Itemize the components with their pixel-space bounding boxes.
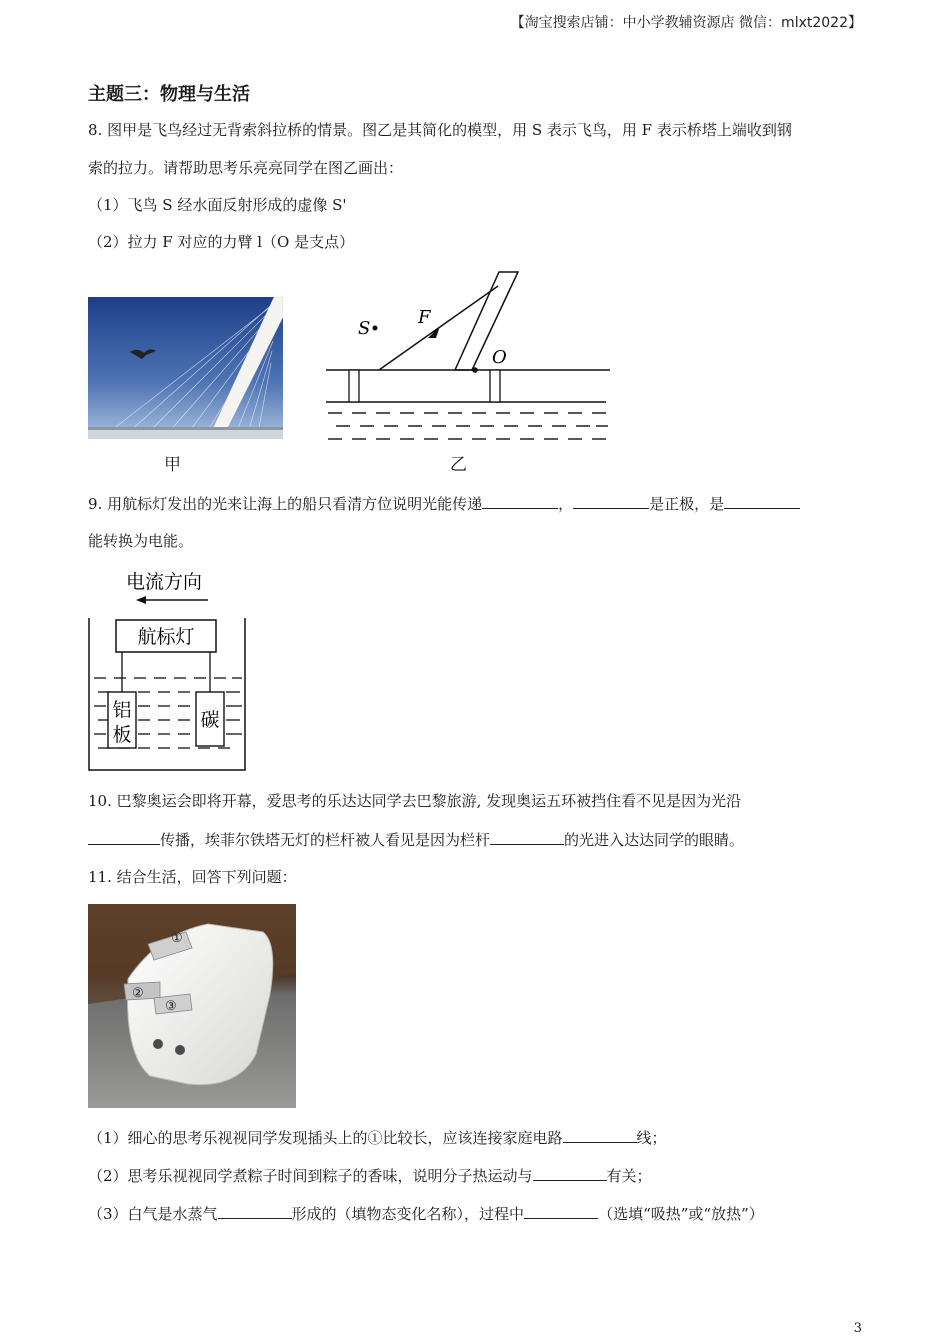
q9-blank-1[interactable] — [482, 492, 558, 509]
q11-blank-2[interactable] — [533, 1164, 607, 1181]
q8-line1: 8. 图甲是飞鸟经过无背索斜拉桥的情景。图乙是其简化的模型，用 S 表示飞鸟，用 F 表示桥塔上端收到钢 — [88, 121, 792, 139]
label-O: O — [492, 347, 507, 368]
q9-line1 — [88, 492, 800, 515]
point-S — [373, 326, 378, 331]
q8-item2: （2）拉力 F 对应的力臂 l（O 是支点） — [88, 233, 355, 251]
water-surface — [328, 413, 608, 439]
bridge-model-diagram — [322, 266, 614, 446]
q9-blank-2[interactable] — [573, 492, 649, 509]
q10-line1: 10. 巴黎奥运会即将开幕，爱思考的乐达达同学去巴黎旅游, 发现奥运五环被挡住看不见是因为光沿 — [88, 792, 742, 810]
q10-blank-2[interactable] — [490, 828, 564, 845]
svg-text:铝: 铝 — [112, 699, 132, 721]
q8-line2: 索的拉力。请帮助思考乐亮亮同学在图乙画出： — [88, 159, 404, 177]
caption-yi: 乙 — [450, 455, 467, 475]
q11-item3: （3）白气是水蒸气 形成的（填物态变化名称），过程中 （选填“吸热”或“放热”） — [88, 1202, 764, 1225]
q11-blank-1[interactable] — [563, 1126, 637, 1143]
q11-item1: （1）细心的思考乐视视同学发现插头上的①比较长，应该连接家庭电路 线； — [88, 1126, 667, 1149]
q9-text-c: 是正极，是 — [649, 495, 725, 513]
pin-label-3: ③ — [165, 999, 177, 1014]
svg-text:碳: 碳 — [200, 709, 220, 731]
bridge-photo — [88, 297, 283, 439]
q8-item1: （1）飞鸟 S 经水面反射形成的虚像 S' — [88, 196, 347, 214]
header-note: 【淘宝搜索店铺：中小学教辅资源店 微信：mlxt2022】 — [510, 15, 862, 31]
q10-line2: 传播，埃菲尔铁塔无灯的栏杆被人看见是因为栏杆 的光进入达达同学的眼睛。 — [88, 828, 744, 851]
q11-item2: （2）思考乐视视同学煮粽子时间到粽子的香味，说明分子热运动与 有关； — [88, 1164, 652, 1187]
pier-right — [490, 370, 500, 402]
bridge-tower — [455, 272, 518, 370]
navigation-light-circuit — [86, 566, 251, 776]
section-title: 主题三：物理与生活 — [88, 84, 250, 105]
svg-text:板: 板 — [112, 724, 132, 746]
q11-intro: 11. 结合生活，回答下列问题： — [88, 868, 297, 886]
q9-line2: 能转换为电能。 — [88, 532, 194, 550]
lamp-label: 航标灯 — [137, 626, 195, 648]
q9-text-a: 9. 用航标灯发出的光来让海上的船只看清方位说明光能传递 — [88, 495, 483, 513]
label-F: F — [418, 307, 431, 328]
current-direction-title: 电流方向 — [126, 571, 203, 593]
q9-blank-3[interactable] — [724, 492, 800, 509]
label-S: S — [358, 318, 371, 339]
caption-jia: 甲 — [164, 455, 181, 475]
pin-label-2: ② — [132, 986, 144, 1001]
q9-text-b: ， — [558, 495, 574, 513]
q10-blank-1[interactable] — [88, 828, 160, 845]
pier-left — [349, 370, 359, 402]
page-number: 3 — [853, 1321, 862, 1336]
pin-label-1: ① — [171, 931, 183, 946]
q11-blank-4[interactable] — [524, 1202, 598, 1219]
q11-blank-3[interactable] — [218, 1202, 292, 1219]
plug-photo — [88, 904, 296, 1108]
